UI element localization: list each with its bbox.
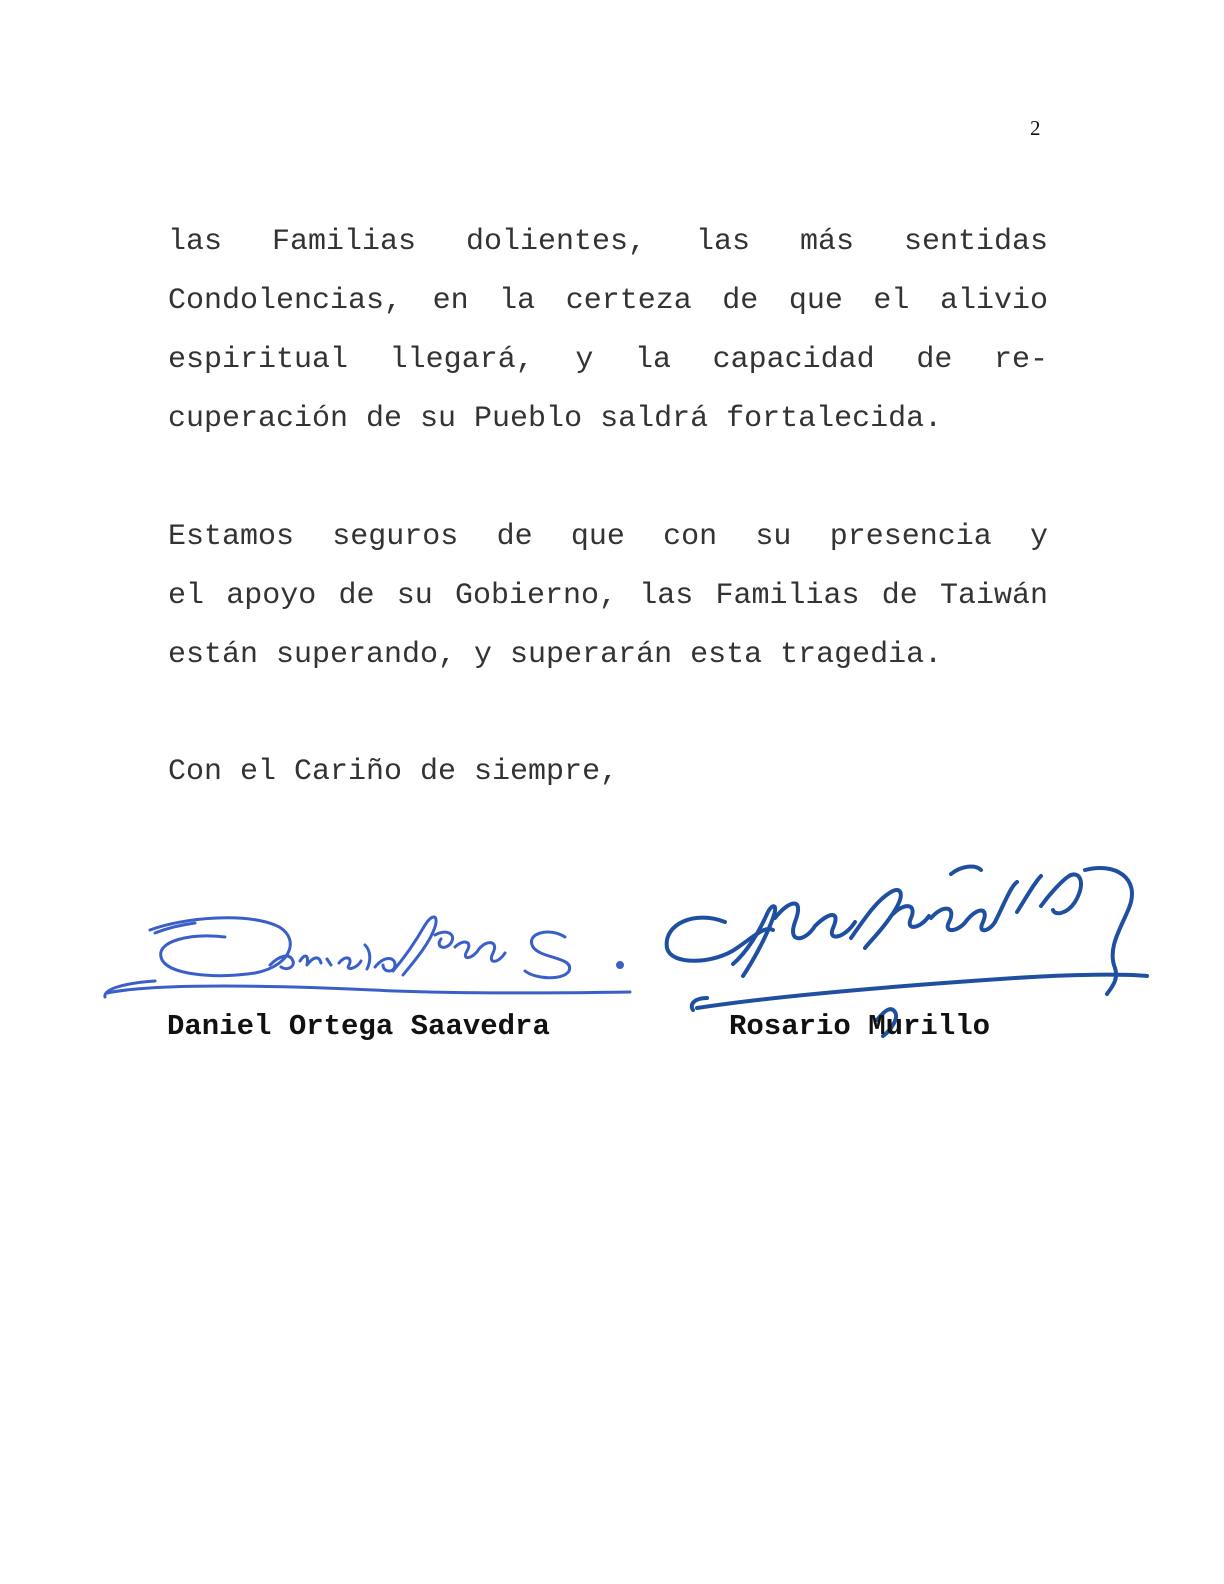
closing-salutation (168, 743, 1048, 802)
text-line: Estamos seguros de que con su presencia y (168, 520, 1048, 554)
closing-text: Con el Cariño de siempre, (168, 755, 619, 789)
page-number: 2 (1030, 116, 1041, 140)
paragraph-support (168, 508, 1048, 685)
text-line: cuperación de su Pueblo saldrá fortalecida. (168, 402, 943, 436)
signature-daniel-ortega (95, 895, 655, 1010)
signer-name-rosario-murillo: Rosario Murillo (729, 1010, 991, 1043)
signature-ink (105, 917, 630, 997)
text-line: el apoyo de su Gobierno, las Familias de Taiwán (168, 579, 1048, 613)
text-line: las Familias dolientes, las más sentidas (168, 225, 1048, 259)
text-line: están superando, y superarán esta tragedia. (168, 638, 943, 672)
text-line: Condolencias, en la certeza de que el alivio (168, 284, 1048, 318)
paragraph-condolences (168, 213, 1048, 449)
signer-name-daniel-ortega: Daniel Ortega Saavedra (167, 1010, 550, 1043)
text-line: espiritual llegará, y la capacidad de re- (168, 343, 1048, 377)
